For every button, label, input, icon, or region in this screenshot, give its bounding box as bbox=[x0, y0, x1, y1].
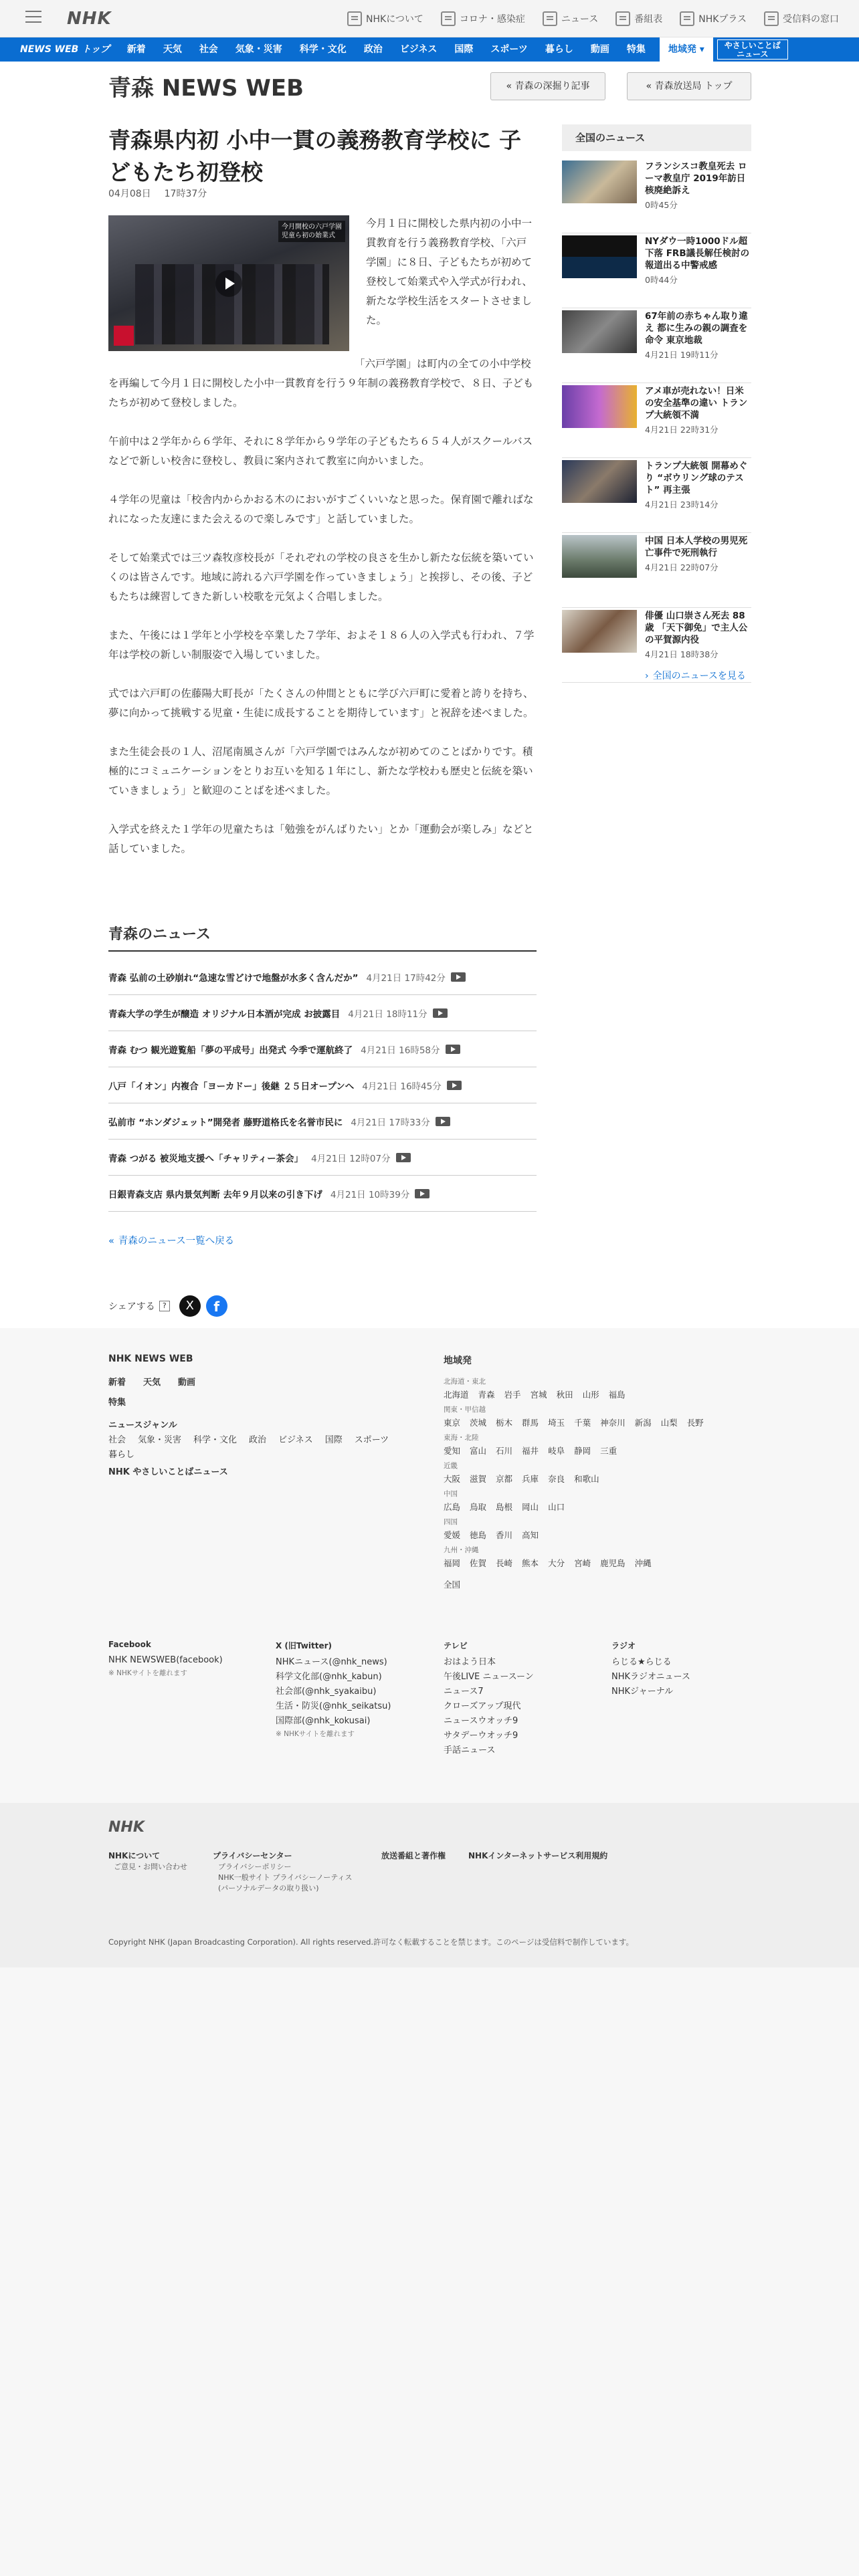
news-icon bbox=[543, 11, 557, 26]
region-link[interactable]: 広島 bbox=[444, 1502, 461, 1512]
local-news-heading: 青森のニュース bbox=[108, 923, 537, 952]
global-header bbox=[0, 0, 859, 37]
thumbnail-caption bbox=[278, 221, 345, 242]
footer-link[interactable]: 天気 bbox=[143, 1378, 161, 1388]
footer-region-title: 地域発 bbox=[444, 1356, 472, 1366]
region-link[interactable]: 沖縄 bbox=[634, 1558, 652, 1568]
footer-link[interactable]: NHK一般サイト プライバシーノーティス bbox=[218, 1873, 353, 1882]
footer-x-title: X (旧Twitter) bbox=[276, 1641, 332, 1650]
footer-radio-title: ラジオ bbox=[611, 1641, 636, 1650]
footer-privacy-note: (パーソナルデータの取り扱い) bbox=[218, 1884, 319, 1893]
news-title: 青森 弘前の土砂崩れ“急速な雪どけで地盤が水多く含んだか” bbox=[108, 972, 359, 984]
help-icon[interactable]: ? bbox=[159, 1301, 170, 1311]
nav-item[interactable]: 暮らし bbox=[545, 44, 573, 55]
footer-yasashii-link[interactable]: NHK やさしいことばニュース bbox=[108, 1467, 228, 1477]
video-icon bbox=[446, 1045, 460, 1054]
news-time: 4月21日 10時39分 bbox=[330, 1189, 410, 1200]
national-news-item[interactable] bbox=[562, 158, 751, 233]
news-time: 4月21日 16時58分 bbox=[361, 1045, 440, 1056]
nav-item[interactable]: ビジネス bbox=[399, 44, 438, 55]
footer-link[interactable]: クローズアップ現代 bbox=[444, 1701, 521, 1711]
nav-item[interactable]: 新着 bbox=[126, 44, 146, 55]
region-link[interactable]: 岩手 bbox=[504, 1390, 521, 1400]
national-news-item[interactable] bbox=[562, 458, 751, 533]
tv-guide-icon bbox=[615, 11, 630, 26]
link-nhk-plus[interactable] bbox=[680, 11, 747, 26]
share-bar bbox=[108, 1295, 227, 1317]
region-category: 中国 bbox=[444, 1490, 458, 1498]
footer-genre-links bbox=[108, 1432, 389, 1445]
local-news-item[interactable] bbox=[108, 1031, 537, 1067]
region-link[interactable]: 徳島 bbox=[470, 1530, 487, 1540]
region-link[interactable]: 群馬 bbox=[522, 1418, 539, 1428]
news-time: 0時45分 bbox=[645, 200, 678, 210]
nav-item[interactable]: 気象・災害 bbox=[235, 44, 282, 55]
video-icon bbox=[451, 972, 466, 982]
news-title: 中国 日本人学校の男児死亡事件で死刑執行 bbox=[645, 536, 748, 558]
region-link[interactable]: 熊本 bbox=[522, 1558, 539, 1568]
news-time: 4月21日 22時07分 bbox=[645, 562, 719, 572]
local-news-list bbox=[108, 959, 537, 1212]
footer-newsweb-title[interactable]: NHK NEWS WEB bbox=[108, 1354, 193, 1364]
local-news-item[interactable] bbox=[108, 1103, 537, 1140]
footer-link[interactable]: 特集 bbox=[108, 1398, 126, 1408]
region-link[interactable]: 島根 bbox=[496, 1502, 513, 1512]
nav-regional-dropdown[interactable]: 地域発 ▾ bbox=[660, 37, 713, 62]
nhk-mark-icon bbox=[114, 326, 134, 346]
news-title: フランシスコ教皇死去 ローマ教皇庁 2019年訪日 核廃絶訴え bbox=[645, 161, 747, 196]
news-time: 4月21日 16時45分 bbox=[362, 1081, 442, 1092]
video-icon bbox=[447, 1081, 462, 1090]
region-category: 四国 bbox=[444, 1518, 458, 1526]
footer-newsweb-links bbox=[108, 1375, 195, 1388]
region-link[interactable]: 山梨 bbox=[660, 1418, 678, 1428]
footer-tv bbox=[444, 1640, 591, 1758]
local-news-item[interactable] bbox=[108, 995, 537, 1031]
news-time: 4月21日 19時11分 bbox=[645, 350, 719, 360]
region-link[interactable]: 栃木 bbox=[496, 1418, 513, 1428]
region-link[interactable]: 大分 bbox=[548, 1558, 565, 1568]
news-thumbnail bbox=[562, 310, 637, 353]
article-paragraph: 入学式を終えた１学年の児童たちは「勉強をがんばりたい」とか「運動会が楽しみ」などと話していました。 bbox=[108, 823, 534, 855]
footer-about bbox=[108, 1850, 187, 1872]
news-thumbnail bbox=[562, 535, 637, 578]
region-link[interactable]: 埼玉 bbox=[548, 1418, 565, 1428]
region-link[interactable]: 茨城 bbox=[470, 1418, 487, 1428]
article-date bbox=[108, 187, 220, 200]
footer-link[interactable]: 手話ニュース bbox=[444, 1745, 496, 1755]
news-time: 4月21日 18時38分 bbox=[645, 649, 719, 659]
share-label: シェアする bbox=[108, 1301, 155, 1312]
footer-facebook-title: Facebook bbox=[108, 1640, 151, 1649]
video-icon bbox=[396, 1153, 411, 1162]
footer-x bbox=[276, 1640, 423, 1739]
footer-link[interactable]: ご意見・お問い合わせ bbox=[114, 1862, 187, 1871]
region-link[interactable]: 神奈川 bbox=[600, 1418, 626, 1428]
footer-link[interactable]: ビジネス bbox=[278, 1435, 313, 1445]
footer bbox=[0, 1328, 859, 2576]
article-paragraph: 「六戸学園」は町内の全ての小中学校を再編して今月１日に開校した小中一貫教育を行う９年制の義務教育学校で、８日、子どもたちが初めて登校しました。 bbox=[108, 358, 534, 409]
article-paragraph: 午前中は２学年から６学年、それに８学年から９学年の子どもたち６５４人がスクールバスなどで新しい校舎に登校し、教員に案内されて教室に向かいました。 bbox=[108, 435, 533, 467]
news-time: 0時44分 bbox=[645, 275, 678, 285]
footer-link[interactable]: 科学文化部(@nhk_kabun) bbox=[276, 1672, 382, 1682]
thumbnail-caption-line1: 今月開校の六戸学園 bbox=[282, 223, 342, 231]
footer-external-note: ※ NHKサイトを離れます bbox=[108, 1669, 188, 1677]
footer-link[interactable]: 科学・文化 bbox=[193, 1435, 237, 1445]
footer-privacy bbox=[213, 1850, 352, 1893]
region-link[interactable]: 愛媛 bbox=[444, 1530, 461, 1540]
footer-link[interactable]: プライバシーポリシー bbox=[218, 1862, 292, 1871]
footer-link[interactable]: 国際部(@nhk_kokusai) bbox=[276, 1716, 371, 1726]
nav-item[interactable]: 社会 bbox=[199, 44, 218, 55]
region-category: 北海道・東北 bbox=[444, 1378, 486, 1386]
region-category: 関東・甲信越 bbox=[444, 1406, 486, 1414]
news-title: 67年前の赤ちゃん取り違え 都に生みの親の調査を命令 東京地裁 bbox=[645, 311, 748, 346]
nhk-logo[interactable]: NHK bbox=[67, 9, 112, 29]
news-thumbnail bbox=[562, 610, 637, 653]
nav-item[interactable]: スポーツ bbox=[490, 44, 528, 55]
news-time: 4月21日 17時42分 bbox=[366, 972, 446, 984]
local-news-item[interactable] bbox=[108, 1176, 537, 1212]
national-news-item[interactable] bbox=[562, 233, 751, 308]
nav-item[interactable]: 天気 bbox=[163, 44, 182, 55]
footer-external-note: ※ NHKサイトを離れます bbox=[276, 1730, 355, 1738]
article-date-day: 04月08日 bbox=[108, 189, 151, 199]
back-to-local-news-link[interactable]: « 青森のニュース一覧へ戻る bbox=[108, 1233, 234, 1247]
region-link[interactable]: 高知 bbox=[522, 1530, 539, 1540]
video-icon bbox=[433, 1008, 448, 1018]
footer-link[interactable]: NHKインターネットサービス利用規約 bbox=[468, 1851, 608, 1860]
region-all-link[interactable]: 全国 bbox=[444, 1580, 461, 1590]
footer-link[interactable]: ニュース7 bbox=[444, 1687, 484, 1697]
footer-facebook bbox=[108, 1640, 256, 1678]
link-label: 受信料の窓口 bbox=[783, 14, 839, 25]
news-title: 青森 むつ 観光遊覧船「夢の平成号」出発式 今季で運航終了 bbox=[108, 1045, 353, 1056]
region-link[interactable]: 愛知 bbox=[444, 1446, 461, 1456]
footer-link[interactable]: 政治 bbox=[249, 1435, 267, 1445]
news-title: 日銀青森支店 県内景気判断 去年９月以来の引き下げ bbox=[108, 1189, 322, 1200]
x-share-icon[interactable]: X bbox=[179, 1295, 201, 1317]
local-news-item[interactable] bbox=[108, 1067, 537, 1103]
nav-item[interactable]: 動画 bbox=[590, 44, 609, 55]
page-title[interactable]: 青森 NEWS WEB bbox=[108, 75, 304, 102]
link-label: 番組表 bbox=[634, 14, 663, 25]
link-reception[interactable] bbox=[764, 11, 839, 26]
news-thumbnail bbox=[562, 235, 637, 278]
footer-link[interactable]: NHKラジオニュース bbox=[611, 1672, 690, 1682]
footer-link[interactable]: 新着 bbox=[108, 1378, 126, 1388]
nhk-plus-icon bbox=[680, 11, 694, 26]
footer-link[interactable]: おはよう日本 bbox=[444, 1657, 496, 1667]
region-link[interactable]: 長野 bbox=[686, 1418, 704, 1428]
region-link[interactable]: 山形 bbox=[582, 1390, 599, 1400]
nav-item[interactable]: 政治 bbox=[363, 44, 383, 55]
news-time: 4月21日 23時14分 bbox=[645, 500, 719, 510]
global-links bbox=[347, 0, 839, 37]
article-paragraph: 式では六戸町の佐藤陽大町長が「たくさんの仲間とともに学び六戸町に愛着と誇りを持ち、夢に向かって挑戦する児童・生徒に成長することを期待しています」と祝辞を述べました。 bbox=[108, 687, 534, 719]
nav-item[interactable]: 国際 bbox=[454, 44, 474, 55]
news-thumbnail bbox=[562, 385, 637, 428]
reception-icon bbox=[764, 11, 779, 26]
footer-radio bbox=[611, 1640, 759, 1699]
region-link[interactable]: 三重 bbox=[600, 1446, 617, 1456]
local-news-item[interactable] bbox=[108, 1140, 537, 1176]
region-category: 九州・沖縄 bbox=[444, 1546, 479, 1554]
national-news-more-link[interactable]: › 全国のニュースを見る bbox=[645, 669, 746, 682]
footer-link[interactable]: 国際 bbox=[324, 1435, 343, 1445]
national-news-item[interactable] bbox=[562, 383, 751, 458]
info-icon bbox=[347, 11, 362, 26]
main-nav bbox=[0, 37, 859, 62]
footer-link[interactable]: サタデーウオッチ9 bbox=[444, 1731, 518, 1741]
link-label: コロナ・感染症 bbox=[459, 14, 525, 25]
region-link[interactable]: 鹿児島 bbox=[600, 1558, 626, 1568]
news-title: 弘前市 “ホンダジェット”開発者 藤野道格氏を名誉市民に bbox=[108, 1117, 343, 1128]
nav-item[interactable]: 特集 bbox=[626, 44, 646, 55]
region-link[interactable]: 青森 bbox=[478, 1390, 495, 1400]
link-label: NHKについて bbox=[366, 14, 423, 25]
region-link[interactable]: 秋田 bbox=[556, 1390, 573, 1400]
link-corona[interactable] bbox=[441, 11, 525, 26]
footer-link[interactable]: スポーツ bbox=[354, 1435, 389, 1445]
article-date-time: 17時37分 bbox=[164, 189, 207, 199]
national-news-list bbox=[562, 158, 751, 683]
article-title: 青森県内初 小中一貫の義務教育学校に 子どもたち初登校 bbox=[108, 127, 521, 185]
footer-link[interactable]: 動画 bbox=[178, 1378, 196, 1388]
news-title: 俳優 山口崇さん死去 88歳 「天下御免」で主人公の平賀源内役 bbox=[645, 611, 748, 645]
region-link[interactable]: 奈良 bbox=[548, 1474, 565, 1484]
news-title: 八戸「イオン」内複合「ヨーカドー」後継 ２５日オープンへ bbox=[108, 1081, 355, 1092]
footer-link[interactable]: NHKニュース(@nhk_news) bbox=[276, 1657, 387, 1667]
footer-region-list bbox=[444, 1376, 765, 1594]
region-link[interactable]: 大阪 bbox=[444, 1474, 461, 1484]
news-time: 4月21日 18時11分 bbox=[348, 1008, 427, 1020]
link-about-nhk[interactable] bbox=[347, 11, 423, 26]
region-link[interactable]: 滋賀 bbox=[470, 1474, 487, 1484]
footer-link[interactable]: ニュースウオッチ9 bbox=[444, 1716, 518, 1726]
nav-yasashii-line2: ニュース bbox=[737, 49, 769, 59]
menu-icon[interactable] bbox=[25, 11, 41, 24]
national-news-item[interactable] bbox=[562, 308, 751, 383]
footer-link[interactable]: NHKジャーナル bbox=[611, 1687, 674, 1697]
news-title: NYダウ一時1000ドル超下落 FRB議長解任検討の報道出る中警戒感 bbox=[645, 236, 750, 271]
article-body bbox=[108, 354, 537, 878]
news-time: 4月21日 22時31分 bbox=[645, 425, 719, 435]
footer-link[interactable]: NHKについて bbox=[108, 1851, 161, 1860]
footer-link[interactable]: 暮らし bbox=[108, 1450, 135, 1460]
region-link[interactable]: 福井 bbox=[522, 1446, 539, 1456]
nav-item[interactable]: 科学・文化 bbox=[299, 44, 347, 55]
nav-yasashii-news[interactable] bbox=[717, 39, 788, 60]
news-title: トランプ大統領 開幕めぐり “ボウリング球のテスト” 再主張 bbox=[645, 461, 748, 496]
play-icon[interactable] bbox=[215, 270, 242, 297]
nav-yasashii-line1: やさしいことば bbox=[724, 41, 781, 50]
region-link[interactable]: 佐賀 bbox=[470, 1558, 487, 1568]
region-link[interactable]: 京都 bbox=[496, 1474, 513, 1484]
nav-newsweb-top[interactable]: NEWS WEB トップ bbox=[20, 44, 110, 55]
news-title: 青森 つがる 被災地支援へ「チャリティー茶会」 bbox=[108, 1153, 304, 1164]
region-link[interactable]: 新潟 bbox=[634, 1418, 652, 1428]
region-link[interactable]: 山口 bbox=[548, 1502, 565, 1512]
region-link[interactable]: 宮崎 bbox=[574, 1558, 591, 1568]
region-link[interactable]: 宮城 bbox=[530, 1390, 547, 1400]
footer-nhk-logo[interactable]: NHK bbox=[108, 1819, 145, 1836]
region-link[interactable]: 石川 bbox=[496, 1446, 513, 1456]
news-thumbnail bbox=[562, 460, 637, 503]
footer-link[interactable]: 放送番組と著作権 bbox=[381, 1851, 446, 1860]
article-lead: 今月１日に開校した県内初の小中一貫教育を行う義務教育学校、「六戸学園」に８日、子どもたちが初めて登校して始業式や入学式が行われ、新たな学校生活をスタートさせました。 bbox=[366, 217, 533, 326]
region-link[interactable]: 静岡 bbox=[574, 1446, 591, 1456]
link-label: NHKプラス bbox=[698, 14, 747, 25]
region-link[interactable]: 富山 bbox=[470, 1446, 487, 1456]
thumbnail-caption-line2: 児童ら初の始業式 bbox=[282, 232, 335, 239]
footer-link[interactable]: プライバシーセンター bbox=[213, 1851, 292, 1860]
news-time: 4月21日 12時07分 bbox=[311, 1153, 391, 1164]
region-link[interactable]: 岐阜 bbox=[548, 1446, 565, 1456]
video-icon bbox=[436, 1117, 450, 1126]
article-paragraph: また生徒会長の１人、沼尾南風さんが「六戸学園ではみんなが初めてのことばかりです。積極的にコミュニケーションをとりお互いを知る１年にし、新たな学校わも歴史と伝統を築いていきましょう」と歓迎のことばを述べました。 bbox=[108, 746, 533, 796]
national-news-item[interactable] bbox=[562, 533, 751, 608]
article-paragraph: そして始業式では三ツ森牧彦校長が「それぞれの学校の良さを生かし新たな伝統を築いていくのは皆さんです。地域に誇れる六戸学園を作っていきましょう」と挨拶し、その後、子どもたちは練習してきた新しい校歌を元気よく合唱しました。 bbox=[108, 552, 534, 603]
region-link[interactable]: 香川 bbox=[496, 1530, 513, 1540]
footer-genre-title: ニュースジャンル bbox=[108, 1420, 177, 1430]
region-link[interactable]: 福島 bbox=[608, 1390, 626, 1400]
region-link[interactable]: 福岡 bbox=[444, 1558, 461, 1568]
station-top-button[interactable]: « 青森放送局 トップ bbox=[627, 72, 751, 100]
footer-link[interactable]: 気象・災害 bbox=[138, 1435, 182, 1445]
region-link[interactable]: 岡山 bbox=[522, 1502, 539, 1512]
region-link[interactable]: 長崎 bbox=[496, 1558, 513, 1568]
news-title: 青森大学の学生が醸造 オリジナル日本酒が完成 お披露目 bbox=[108, 1008, 341, 1020]
footer-link[interactable]: NHK NEWSWEB(facebook) bbox=[108, 1655, 223, 1665]
link-label: ニュース bbox=[561, 14, 599, 25]
region-category: 東海・北陸 bbox=[444, 1434, 479, 1442]
virus-icon bbox=[441, 11, 456, 26]
video-icon bbox=[415, 1189, 430, 1198]
footer-link[interactable]: 生活・防災(@nhk_seikatsu) bbox=[276, 1701, 391, 1711]
footer-link[interactable]: 社会 bbox=[108, 1435, 126, 1445]
news-title: アメ車が売れない！日米の安全基準の違い トランプ大統領不満 bbox=[645, 386, 748, 421]
footer-link[interactable]: らじる★らじる bbox=[611, 1657, 672, 1667]
footer-link[interactable]: 社会部(@nhk_syakaibu) bbox=[276, 1687, 377, 1697]
region-link[interactable]: 北海道 bbox=[444, 1390, 469, 1400]
link-news[interactable] bbox=[543, 11, 598, 26]
article-paragraph: また、午後には１学年と小学校を卒業した７学年、およそ１８６人の入学式も行われ、７学年は学校の新しい制服姿で入場していました。 bbox=[108, 629, 535, 661]
deep-articles-button[interactable]: « 青森の深掘り記事 bbox=[490, 72, 605, 100]
region-link[interactable]: 鳥取 bbox=[470, 1502, 487, 1512]
region-link[interactable]: 和歌山 bbox=[574, 1474, 599, 1484]
local-news-item[interactable] bbox=[108, 959, 537, 995]
footer-tv-title: テレビ bbox=[444, 1641, 468, 1650]
national-news-heading: 全国のニュース bbox=[562, 124, 751, 151]
article-paragraph: ４学年の児童は「校舎内からかおる木のにおいがすごくいいなと思った。保育園で離ればなれになった友達にまた会えるので楽しみです」と話していました。 bbox=[108, 494, 534, 525]
region-link[interactable]: 東京 bbox=[444, 1418, 461, 1428]
facebook-share-icon[interactable]: f bbox=[206, 1295, 227, 1317]
region-link[interactable]: 千葉 bbox=[574, 1418, 591, 1428]
news-thumbnail bbox=[562, 160, 637, 203]
footer-link[interactable]: 午後LIVE ニュースーン bbox=[444, 1672, 534, 1682]
news-time: 4月21日 17時33分 bbox=[351, 1117, 430, 1128]
copyright: Copyright NHK (Japan Broadcasting Corporation). All rights reserved.許可なく転載することを禁じます。このページは受信料で制作しています。 bbox=[108, 1937, 634, 1947]
link-tv-guide[interactable] bbox=[615, 11, 662, 26]
region-category: 近畿 bbox=[444, 1462, 458, 1470]
region-link[interactable]: 兵庫 bbox=[522, 1474, 539, 1484]
article-video-thumbnail[interactable] bbox=[108, 215, 349, 351]
